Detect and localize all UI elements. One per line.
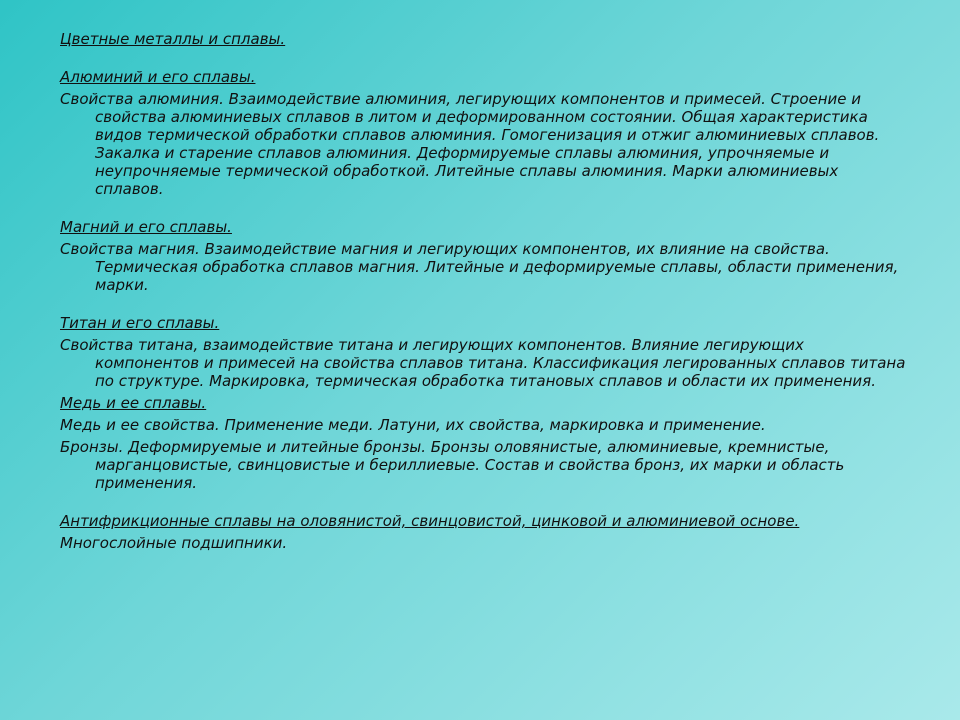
copper-text-1: Медь и ее свойства. Применение меди. Латуни, их свойства, маркировка и применение.: [60, 416, 766, 434]
aluminum-text: Свойства алюминия. Взаимодействие алюминия, легирующих компонентов и примесей. Строение и свойства алюминиевых сплавов в литом и деформированном состоянии. Общая характеристика видов термической обработки сплавов алюминия. Гомогенизация и отжиг алюминиевых сплавов. Закалка и старение сплавов алюминия. Деформируемые сплавы алюминия, упрочняемые и неупрочняемые термической обработкой. Литейные сплавы алюминия. Марки алюминиевых сплавов.: [60, 90, 880, 198]
titanium-heading: Титан и его сплавы.: [60, 314, 220, 332]
slide-content: [60, 30, 910, 552]
magnesium-heading: Магний и его сплавы.: [60, 218, 232, 236]
antifriction-text: Многослойные подшипники.: [60, 534, 288, 552]
aluminum-heading: Алюминий и его сплавы.: [60, 68, 256, 86]
titanium-text: Свойства титана, взаимодействие титана и легирующих компонентов. Влияние легирующих компонентов и примесей на свойства сплавов титана. Классификация легированных сплавов титана по структуре. Маркировка, термическая обработка титановых сплавов и области их применения.: [60, 336, 906, 390]
magnesium-text: Свойства магния. Взаимодействие магния и легирующих компонентов, их влияние на свойства. Термическая обработка сплавов магния. Литейные и деформируемые сплавы, области применения, марки.: [60, 240, 899, 294]
copper-text-2: Бронзы. Деформируемые и литейные бронзы. Бронзы оловянистые, алюминиевые, кремнистые, марганцовистые, свинцовистые и бериллиевые. Состав и свойства бронз, их марки и область применения.: [60, 438, 845, 492]
antifriction-heading: Антифрикционные сплавы на оловянистой, свинцовистой, цинковой и алюминиевой основе.: [60, 512, 800, 530]
copper-heading: Медь и ее сплавы.: [60, 394, 207, 412]
slide-title: Цветные металлы и сплавы.: [60, 30, 286, 48]
